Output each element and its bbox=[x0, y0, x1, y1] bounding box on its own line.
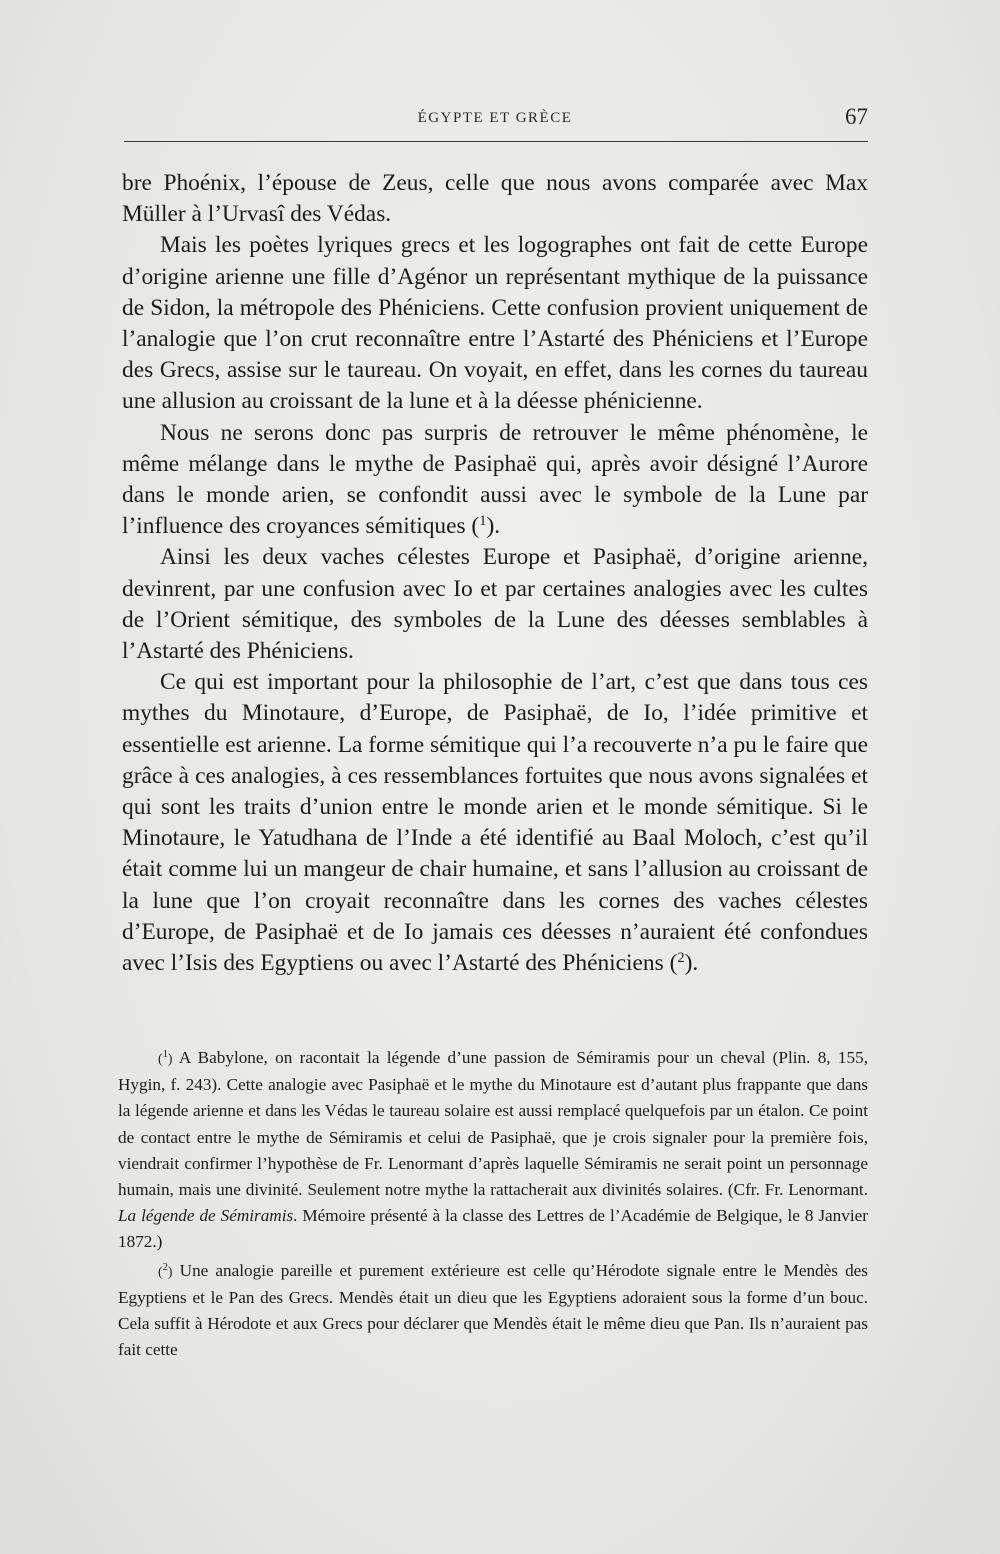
running-head bbox=[122, 104, 868, 136]
footnote-1-tail: . Mémoire présenté à la classe des Lettres de l’Académie de Belgique, le 8 Janvier 1872.) bbox=[118, 1206, 868, 1252]
header-rule bbox=[124, 141, 868, 142]
footnote-2-text: Une analogie pareille et purement extérieure est celle qu’Hérodote signale entre le Mendès des Egyptiens et le Pan des Grecs. Mendès était un dieu que les Egyptiens adoraient sous la forme d’un bouc. Cela suffit à Hérodote et aux Grecs pour déclarer que Mendès était le même dieu que Pan. Ils n’auraient pas fait cette bbox=[118, 1260, 869, 1360]
paragraph-1 bbox=[122, 168, 868, 230]
paragraph-1-text: bre Phoénix, l’épouse de Zeus, celle que nous avons comparée avec Max Müller à l’Urvasî des Védas. bbox=[122, 170, 868, 228]
paragraph-4-text: Ainsi les deux vaches célestes Europe et Pasiphaë, d’origine arienne, devinrent, par une confusion avec Io et par certaines analogies avec les cultes de l’Orient sémitique, des symboles de la Lune des déesses semblables à l’Astarté des Phéniciens. bbox=[122, 544, 868, 665]
paragraph-5 bbox=[122, 667, 868, 979]
paragraph-3-text: Nous ne serons donc pas surpris de retrouver le même phénomène, le même mélange dans le mythe de Pasiphaë qui, après avoir désigné l’Aurore dans le monde arien, se confondit aussi avec le symbole de la Lune par l’influence des croyances sémitiques ( bbox=[122, 419, 868, 540]
footnote-2-close: ) bbox=[167, 1263, 173, 1279]
paragraph-3-end: ). bbox=[486, 513, 501, 540]
paragraph-4 bbox=[122, 542, 868, 667]
page-number: 67 bbox=[845, 104, 868, 129]
footnote-1-mark: 1 bbox=[162, 1049, 168, 1061]
footnote-ref-1: 1 bbox=[479, 513, 487, 530]
footnote-1-text: A Babylone, on racontait la légende d’une passion de Sémiramis pour un cheval (Plin. 8, 155, Hygin, f. 243). Cette analogie avec Pasiphaë et le mythe du Minotaure est d’autant plus frappante que dans la légende arienne et dans les Védas le taureau solaire est aussi remplacé quelquefois par un étalon. Ce point de contact entre le mythe de Sémiramis et celui de Pasiphaë, que je crois signaler pour la première fois, viendrait confirmer l’hypothèse de Fr. Lenormant d’après laquelle Sémiramis ne serait point un personnage humain, mais une divinité. Seulement notre mythe la rattacherait aux divinités solaires. (Cfr. Fr. Lenormant. bbox=[118, 1048, 868, 1200]
footnote-2 bbox=[118, 1258, 868, 1364]
paragraph-5-text: Ce qui est important pour la philosophie de l’art, c’est que dans tous ces mythes du Minotaure, d’Europe, de Pasiphaë, de Io, l’idée primitive et essentielle est arienne. La forme sémitique qui l’a recouverte n’a pu le faire que grâce à ces analogies, à ces ressemblances fortuites que nous avons signalées et qui sont les traits d’union entre le monde arien et le monde sémitique. Si le Minotaure, le Yatudhana de l’Inde a été identifié au Baal Moloch, c’est qu’il était comme lui un mangeur de chair humaine, et sans l’allusion au croissant de la lune que l’on croyait reconnaître dans les cornes des vaches célestes d’Europe, de Pasiphaë et de Io jamais ces déesses n’auraient été confondues avec l’Isis des Egyptiens ou avec l’Astarté des Phéniciens ( bbox=[122, 669, 868, 977]
running-title: ÉGYPTE ET GRÈCE bbox=[417, 110, 573, 126]
footnote-1-italic-title: La légende de Sémiramis bbox=[118, 1206, 294, 1226]
footnote-1-open: ( bbox=[158, 1051, 163, 1066]
paragraph-2 bbox=[122, 230, 868, 417]
footnote-ref-2: 2 bbox=[677, 950, 685, 967]
footnote-2-mark: 2 bbox=[162, 1261, 168, 1273]
footnotes bbox=[118, 1045, 868, 1363]
footnote-1 bbox=[118, 1045, 868, 1256]
footnote-1-close: ) bbox=[167, 1051, 173, 1066]
paragraph-5-end: ). bbox=[684, 950, 699, 977]
body-text bbox=[122, 168, 868, 979]
footnote-2-open: ( bbox=[158, 1263, 163, 1279]
paragraph-2-text: Mais les poètes lyriques grecs et les logographes ont fait de cette Europe d’origine arienne une fille d’Agénor un représentant mythique de la puissance de Sidon, la métropole des Phéniciens. Cette confusion provient uniquement de l’analogie que l’on crut reconnaître entre l’Astarté des Phéniciens et l’Europe des Grecs, assise sur le taureau. On voyait, en effet, dans les cornes du taureau une allusion au croissant de la lune et à la déesse phénicienne. bbox=[122, 232, 868, 415]
paragraph-3 bbox=[122, 418, 868, 543]
